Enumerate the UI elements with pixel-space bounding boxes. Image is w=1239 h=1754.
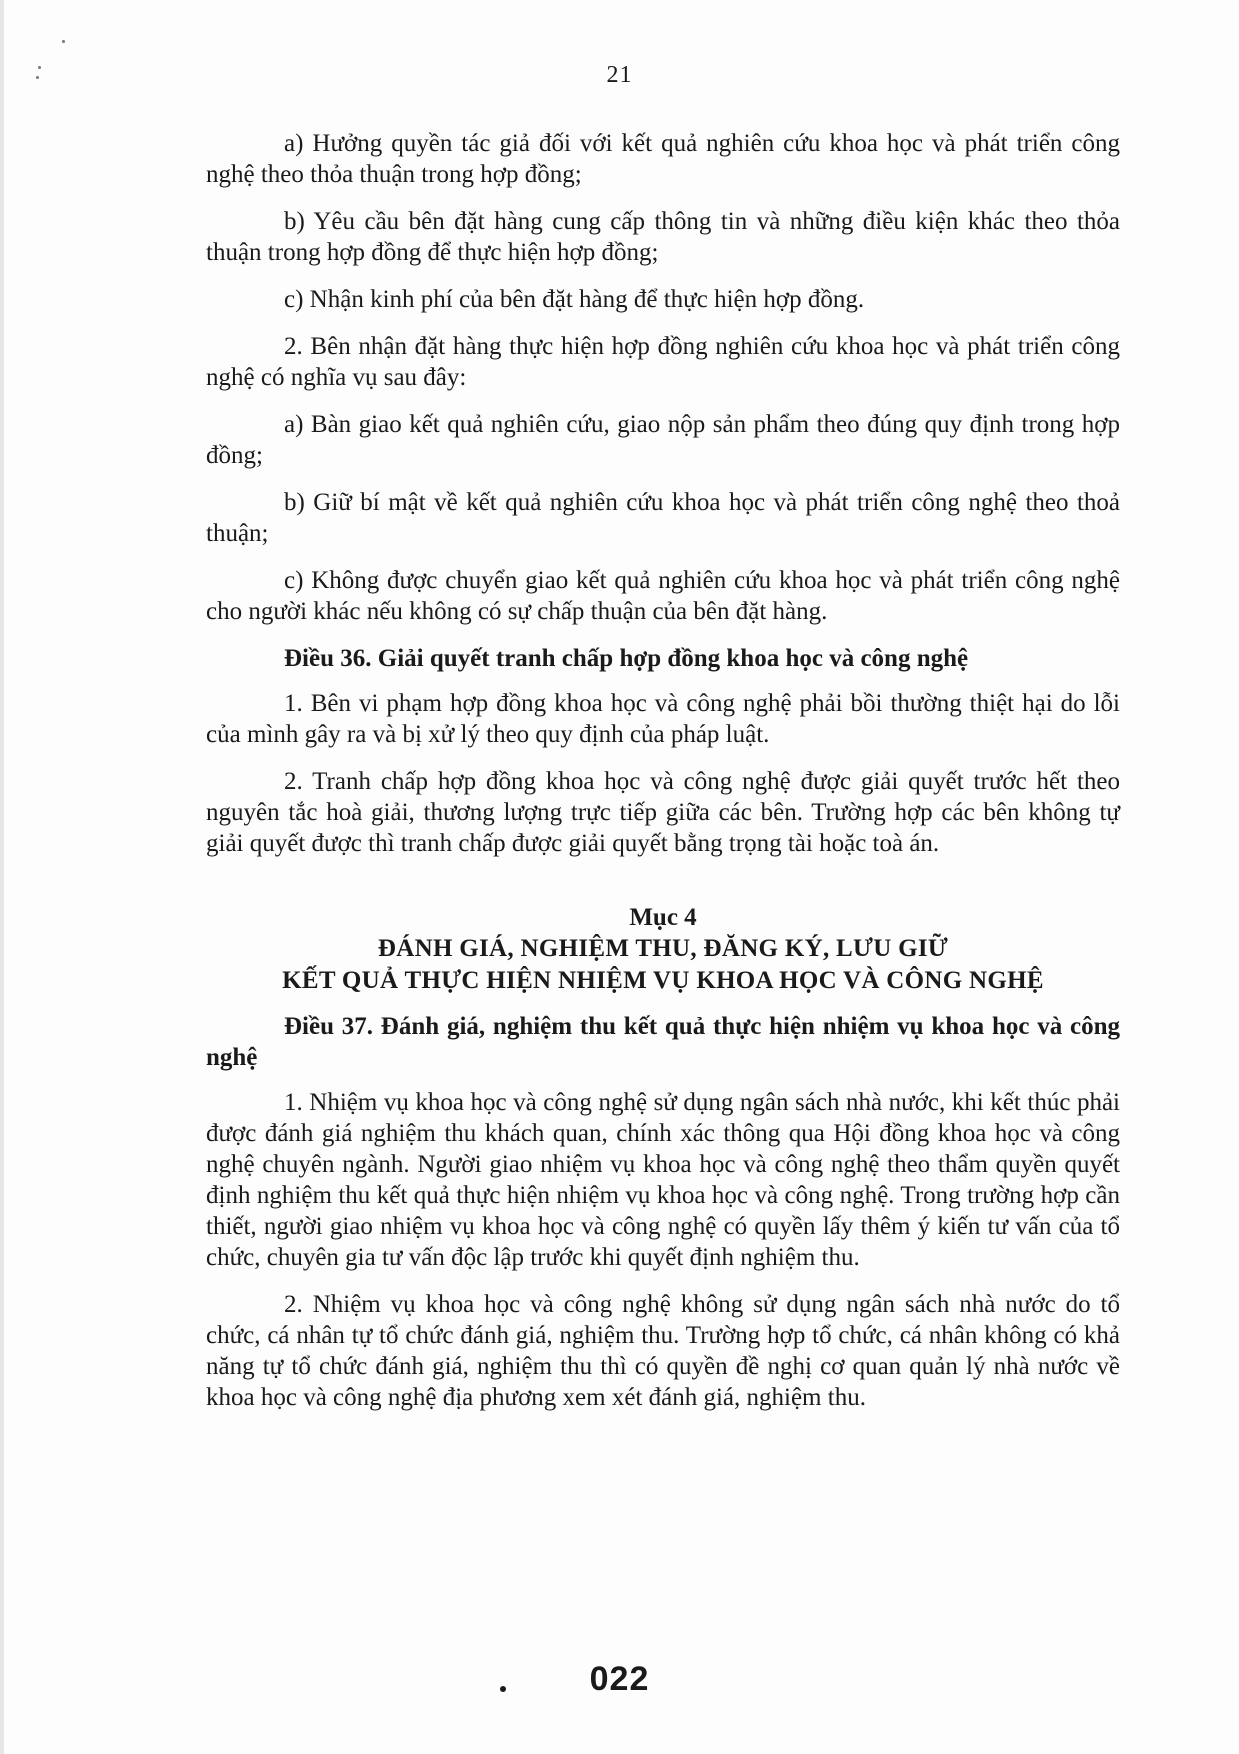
- paragraph: 1. Nhiệm vụ khoa học và công nghệ sử dụng ngân sách nhà nước, khi kết thúc phải được đánh giá nghiệm thu khách quan, chính xác thông qua Hội đồng khoa học và công nghệ chuyên ngành. Người giao nhiệm vụ khoa học và công nghệ theo thẩm quyền quyết định nghiệm thu kết quả thực hiện nhiệm vụ khoa học và công nghệ. Trong trường hợp cần thiết, người giao nhiệm vụ khoa học và công nghệ có quyền lấy thêm ý kiến tư vấn của tổ chức, chuyên gia tư vấn độc lập trước khi quyết định nghiệm thu.: [206, 1089, 1120, 1271]
- section-title-line: ĐÁNH GIÁ, NGHIỆM THU, ĐĂNG KÝ, LƯU GIỮ: [377, 935, 949, 962]
- article-36-heading: Điều 36. Giải quyết tranh chấp hợp đồng khoa học và công nghệ: [284, 645, 969, 672]
- paragraph: 2. Tranh chấp hợp đồng khoa học và công nghệ được giải quyết trước hết theo nguyên tắc hoà giải, thương lượng trực tiếp giữa các bên. Trường hợp các bên không tự giải quyết được thì tranh chấp được giải quyết bằng trọng tài hoặc toà án.: [206, 768, 1120, 857]
- article-37-heading: Điều 37. Đánh giá, nghiệm thu kết quả thực hiện nhiệm vụ khoa học và công nghệ: [206, 1013, 1120, 1071]
- scan-edge: [0, 0, 4, 1754]
- paragraph: b) Giữ bí mật về kết quả nghiên cứu khoa học và phát triển công nghệ theo thoả thuận;: [206, 489, 1120, 547]
- document-body: [206, 128, 1120, 1429]
- paragraph: c) Nhận kinh phí của bên đặt hàng để thực hiện hợp đồng.: [284, 286, 865, 313]
- scan-speck: [62, 40, 65, 43]
- paragraph: 2. Bên nhận đặt hàng thực hiện hợp đồng nghiên cứu khoa học và phát triển công nghệ có nghĩa vụ sau đây:: [206, 333, 1120, 391]
- section-label: Mục 4: [629, 904, 697, 931]
- footer-stamp-number: 022: [589, 1660, 650, 1698]
- paragraph: a) Hưởng quyền tác giả đối với kết quả nghiên cứu khoa học và phát triển công nghệ theo thỏa thuận trong hợp đồng;: [206, 130, 1120, 188]
- paragraph: b) Yêu cầu bên đặt hàng cung cấp thông tin và những điều kiện khác theo thỏa thuận trong hợp đồng để thực hiện hợp đồng;: [206, 208, 1120, 266]
- section-title-line: KẾT QUẢ THỰC HIỆN NHIỆM VỤ KHOA HỌC VÀ CÔNG NGHỆ: [282, 967, 1044, 994]
- paragraph: c) Không được chuyển giao kết quả nghiên cứu khoa học và phát triển công nghệ cho người khác nếu không có sự chấp thuận của bên đặt hàng.: [206, 567, 1120, 625]
- paragraph: 1. Bên vi phạm hợp đồng khoa học và công nghệ phải bồi thường thiệt hại do lỗi của mình gây ra và bị xử lý theo quy định của pháp luật.: [206, 690, 1120, 748]
- paragraph: a) Bàn giao kết quả nghiên cứu, giao nộp sản phẩm theo đúng quy định trong hợp đồng;: [206, 411, 1120, 469]
- paragraph: 2. Nhiệm vụ khoa học và công nghệ không sử dụng ngân sách nhà nước do tổ chức, cá nhân tự tổ chức đánh giá, nghiệm thu. Trường hợp tổ chức, cá nhân không có khả năng tự tổ chức đánh giá, nghiệm thu thì có quyền đề nghị cơ quan quản lý nhà nước về khoa học và công nghệ địa phương xem xét đánh giá, nghiệm thu.: [206, 1291, 1120, 1411]
- page-number: 21: [606, 62, 633, 88]
- section-4-heading: [206, 903, 1120, 997]
